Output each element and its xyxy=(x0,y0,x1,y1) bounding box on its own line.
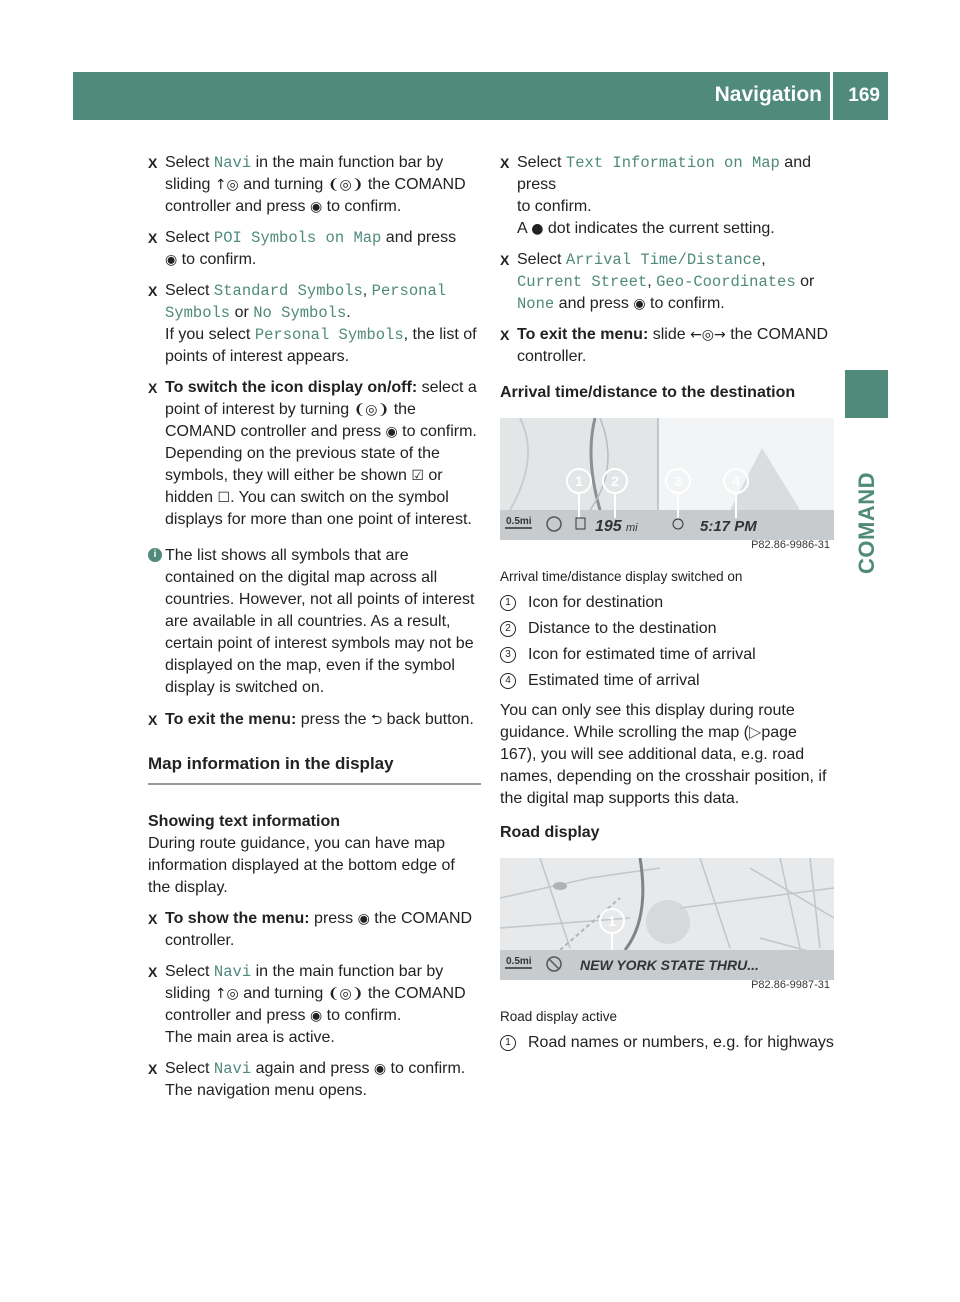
turn-icon: ❨◎❩ xyxy=(327,986,364,1002)
fig2-callout: 1 xyxy=(608,913,616,929)
road-display-heading: Road display xyxy=(500,824,600,841)
slide-left-right-icon: ←◎→ xyxy=(690,327,726,343)
arrival-heading: Arrival time/distance to the destination xyxy=(500,384,796,401)
press-icon: ◉ xyxy=(633,296,646,312)
fig2-scale: 0.5mi xyxy=(506,956,532,967)
step-marker-icon: X xyxy=(148,155,158,171)
step-exit-menu: X To exit the menu: press the ⮌ back button. xyxy=(148,709,481,731)
step-marker-icon: X xyxy=(148,1061,158,1077)
fig1-code: P82.86-9986-31 xyxy=(751,539,830,551)
step-marker-icon: X xyxy=(148,712,158,728)
caption-road-display: Road display active xyxy=(500,1009,618,1024)
dot-icon: ● xyxy=(531,221,544,237)
press-icon: ◉ xyxy=(165,252,178,268)
page-header-bar xyxy=(73,72,888,120)
step-marker-icon: X xyxy=(500,155,510,171)
step-show-menu: X To show the menu: press ◉ the COMAND controller. xyxy=(148,910,473,949)
section-heading: Map information in the display xyxy=(148,753,481,785)
step-marker-icon: X xyxy=(148,230,158,246)
step-select-navi: X Select Navi in the main function bar by sliding ↑◎ and turning ❨◎❩ the COMAND controller and press ◉ to confirm. xyxy=(148,154,466,215)
road-display-image xyxy=(500,858,834,998)
road-legend-list xyxy=(500,1032,834,1054)
step-select-text-information: X Select Text Information on Map and press to confirm. A ● dot indicates the current setting. xyxy=(500,154,811,237)
checkbox-empty-icon: ☐ xyxy=(217,490,231,506)
left-column xyxy=(148,152,481,1111)
step-marker-icon: X xyxy=(148,964,158,980)
step-marker-icon: X xyxy=(148,380,158,396)
side-tab-block xyxy=(845,370,888,418)
subheading: Showing text information xyxy=(148,813,340,830)
step-marker-icon: X xyxy=(500,252,510,268)
turn-icon: ❨◎❩ xyxy=(353,402,390,418)
step-select-symbol-type: X Select Standard Symbols, Personal Symbols or No Symbols. If you select Personal Symbols, the list of points of interest appears. xyxy=(148,282,477,365)
press-icon: ◉ xyxy=(309,199,323,215)
press-icon: ◉ xyxy=(373,1061,387,1077)
page-number: 169 xyxy=(848,85,880,106)
fig2-code: P82.86-9987-31 xyxy=(751,979,830,991)
info-note: i The list shows all symbols that are contained on the digital map across all countries. However, not all points of interest are available in all countries. As a result, certain point of interest symbols may not be displayed on the map, even if the symbol display is switched on. xyxy=(148,545,481,699)
step-marker-icon: X xyxy=(500,327,510,343)
step-marker-icon: X xyxy=(148,911,158,927)
list-item: 1 Road names or numbers, e.g. for highways xyxy=(500,1032,834,1054)
list-item: 2 Distance to the destination xyxy=(500,618,834,640)
paragraph: During route guidance, you can have map information displayed at the bottom edge of the display. xyxy=(148,835,455,896)
fig1-callout: 3 xyxy=(674,473,682,489)
fig1-distance: 195 xyxy=(595,518,622,535)
side-tab-label: COMAND xyxy=(854,472,879,574)
header-divider xyxy=(830,72,833,120)
checkbox-checked-icon: ☑ xyxy=(411,468,424,484)
back-button-icon: ⮌ xyxy=(370,712,383,728)
page-reference-icon: ▷ xyxy=(749,724,762,741)
info-icon: i xyxy=(148,548,162,562)
caption-arrival: Arrival time/distance display switched on xyxy=(500,569,743,584)
step-exit-menu-slide: X To exit the menu: slide ←◎→ the COMAND controller. xyxy=(500,326,828,365)
slide-up-icon: ↑◎ xyxy=(214,177,239,193)
list-item: 1 Icon for destination xyxy=(500,592,834,614)
step-select-navi-2: X Select Navi in the main function bar by sliding ↑◎ and turning ❨◎❩ the COMAND controller and press ◉ to confirm. The main area is active. xyxy=(148,963,466,1046)
step-select-navi-again: X Select Navi again and press ◉ to confirm. The navigation menu opens. xyxy=(148,1060,466,1099)
fig1-unit: mi xyxy=(626,522,638,534)
right-column xyxy=(500,152,834,1058)
fig1-scale: 0.5mi xyxy=(506,516,532,527)
page-title: Navigation xyxy=(714,83,822,106)
paragraph-route-guidance: You can only see this display during route guidance. While scrolling the map (▷page 167), you will see additional data, e.g. road names, depending on the crosshair position, if the digital map supports this data. xyxy=(500,702,827,807)
turn-icon: ❨◎❩ xyxy=(327,177,364,193)
press-icon: ◉ xyxy=(385,424,398,440)
step-select-display-option: X Select Arrival Time/Distance, Current Street, Geo-Coordinates or None and press ◉ to confirm. xyxy=(500,251,815,313)
press-icon: ◉ xyxy=(357,911,370,927)
step-marker-icon: X xyxy=(148,283,158,299)
list-item: 4 Estimated time of arrival xyxy=(500,670,834,692)
step-switch-icon-display: X To switch the icon display on/off: select a point of interest by turning ❨◎❩ the COMAND controller and press ◉ to confirm. Depending on the previous state of the symbols, they will either be shown ☑ or hidden ☐. You can switch on the symbol displays for more than one point of interest. xyxy=(148,379,477,528)
list-item: 3 Icon for estimated time of arrival xyxy=(500,644,834,666)
fig1-callout: 4 xyxy=(732,473,740,489)
arrival-legend-list xyxy=(500,592,834,692)
fig1-callout: 2 xyxy=(611,473,619,489)
step-select-poi-symbols: X Select POI Symbols on Map and press ◉ to confirm. xyxy=(148,229,457,268)
slide-up-icon: ↑◎ xyxy=(214,986,239,1002)
fig2-street: NEW YORK STATE THRU... xyxy=(580,957,759,973)
press-icon: ◉ xyxy=(309,1008,323,1024)
arrival-display-image xyxy=(500,418,834,558)
fig1-callout: 1 xyxy=(575,473,583,489)
fig1-time: 5:17 PM xyxy=(700,518,757,535)
